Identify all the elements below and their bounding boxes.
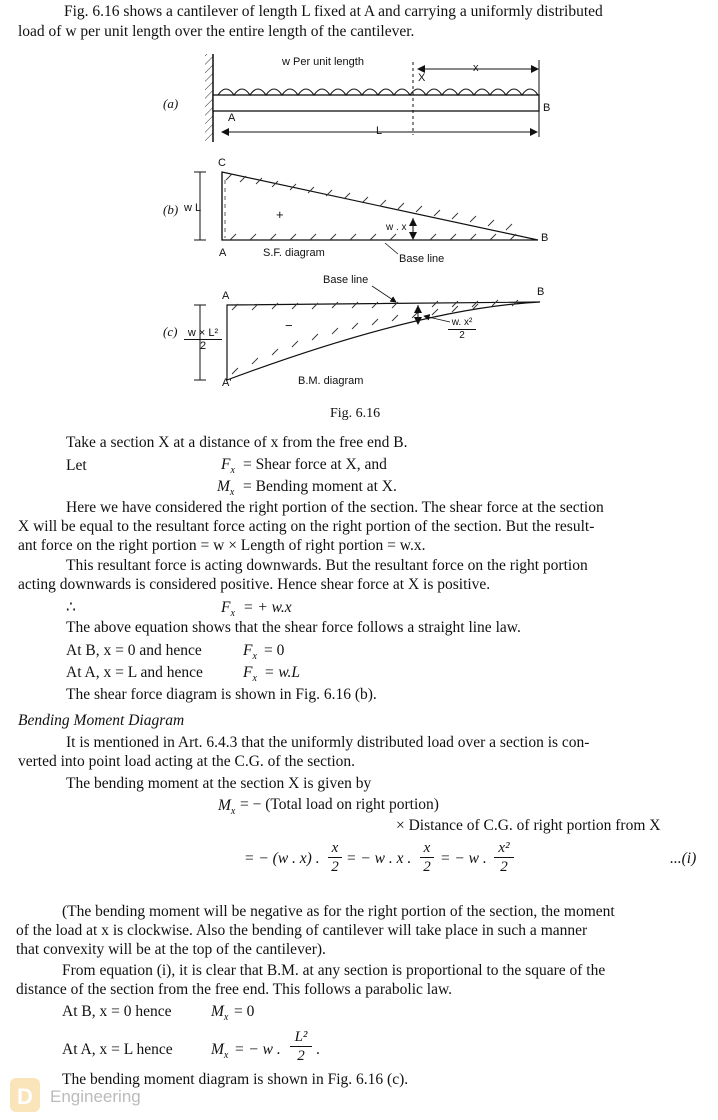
para-2-line-2: acting downwards is considered positive. Hence shear force at X is positive. bbox=[18, 576, 491, 593]
figure-a-cantilever bbox=[205, 54, 539, 142]
fig-b-wl-label: w L bbox=[184, 202, 202, 214]
therefore-symbol: ∴ bbox=[66, 599, 76, 616]
mx-definition: = Bending moment at X. bbox=[243, 478, 397, 495]
fig-a-point-b: B bbox=[543, 102, 551, 114]
fx-symbol-3: $F_x$ bbox=[243, 642, 257, 663]
bm-heading: Bending Moment Diagram bbox=[18, 712, 185, 729]
at-a-bm: At A, x = L hence bbox=[62, 1041, 173, 1058]
equation-i-part-c: = − w . bbox=[440, 850, 487, 867]
figure-caption: Fig. 6.16 bbox=[330, 406, 381, 421]
fig-b-wx-label: w . x bbox=[386, 222, 407, 233]
fx-symbol-1: $F_x$ bbox=[221, 456, 235, 477]
mx-equation-line-2: × Distance of C.G. of right portion from X bbox=[396, 817, 661, 834]
fig-c-minus-sign: − bbox=[285, 318, 293, 333]
fx-definition: = Shear force at X, and bbox=[243, 456, 387, 473]
para-3: The above equation shows that the shear force follows a straight line law. bbox=[66, 619, 521, 636]
fraction-l2-over-2: L² 2 bbox=[290, 1029, 312, 1064]
fig-b-point-b: B bbox=[541, 232, 549, 244]
at-b-sf: At B, x = 0 and hence bbox=[66, 642, 202, 659]
equation-i-part-b: = − w . x . bbox=[346, 850, 412, 867]
para-7-line-2: distance of the section from the free end. This follows a parabolic law. bbox=[16, 981, 453, 998]
bm-diagram-reference: The bending moment diagram is shown in Fig. 6.16 (c). bbox=[62, 1071, 409, 1088]
fig-c-lhs-denominator: 2 bbox=[184, 339, 222, 352]
figure-c-bm-diagram bbox=[194, 286, 540, 380]
fx-equation: = + w.x bbox=[243, 599, 292, 616]
section-x-intro: Take a section X at a distance of x from the free end B. bbox=[66, 434, 408, 451]
fig-a-point-a: A bbox=[228, 112, 236, 124]
figure-b-sf-diagram bbox=[194, 172, 538, 254]
equation-i-part-a: = − (w . x) . bbox=[244, 850, 320, 867]
fig-c-point-a-prime: A' bbox=[222, 377, 232, 389]
para-2-line-1: This resultant force is acting downwards. But the resultant force on the right portion bbox=[66, 557, 588, 574]
fig-a-section-x-label: X bbox=[418, 72, 426, 84]
at-b-bm-value: = 0 bbox=[234, 1003, 255, 1020]
fig-c-point-b: B bbox=[537, 286, 545, 298]
mx-symbol-3: $M_x$ bbox=[211, 1003, 229, 1024]
para-1-line-2: X will be equal to the resultant force acting on the right portion of the section. But the result- bbox=[18, 518, 595, 535]
let-word: Let bbox=[66, 457, 87, 474]
fraction-x-over-2-b: x 2 bbox=[420, 840, 434, 875]
fig-b-point-a: A bbox=[219, 247, 227, 259]
period: . bbox=[316, 1041, 320, 1058]
at-b-bm: At B, x = 0 hence bbox=[62, 1003, 172, 1020]
fig-b-plus-sign: + bbox=[276, 207, 284, 222]
fig-c-rhs-denominator: 2 bbox=[448, 329, 476, 342]
para-4-line-1: It is mentioned in Art. 6.4.3 that the uniformly distributed load over a section is con- bbox=[66, 734, 590, 751]
equation-number-i: ...(i) bbox=[670, 850, 697, 867]
fx-symbol-2: $F_x$ bbox=[221, 599, 235, 620]
fig-c-rhs-fraction bbox=[448, 317, 476, 342]
fig-a-tag: (a) bbox=[163, 96, 179, 111]
fig-b-tag: (b) bbox=[163, 202, 179, 217]
fig-c-tag: (c) bbox=[163, 324, 178, 339]
fig-c-caption: B.M. diagram bbox=[298, 375, 364, 387]
para-4-line-2: verted into point load acting at the C.G. of the section. bbox=[18, 753, 356, 770]
intro-line-2: load of w per unit length over the entire length of the cantilever. bbox=[18, 23, 415, 40]
intro-line-1: Fig. 6.16 shows a cantilever of length L fixed at A and carrying a uniformly distributed bbox=[64, 3, 603, 20]
at-a-sf-value: = w.L bbox=[264, 664, 301, 681]
fig-c-rhs-numerator: w. x² bbox=[451, 317, 473, 328]
sf-diagram-reference: The shear force diagram is shown in Fig. 6.16 (b). bbox=[66, 686, 377, 703]
fraction-x-over-2-a: x 2 bbox=[328, 840, 342, 875]
svg-text:D: D bbox=[17, 1084, 33, 1109]
fig-c-lhs-numerator: w × L² bbox=[187, 327, 219, 339]
fig-b-base-line-label: Base line bbox=[399, 253, 445, 265]
mx-symbol-2: $M_x$ bbox=[218, 797, 236, 818]
mx-equation-line-1: = − (Total load on right portion) bbox=[240, 796, 439, 813]
fig-b-caption: S.F. diagram bbox=[263, 247, 325, 259]
fig-a-length-label: L bbox=[376, 125, 383, 137]
fig-a-x-dim-label: x bbox=[473, 62, 479, 74]
fig-c-base-line-label: Base line bbox=[323, 274, 369, 286]
mx-symbol-1: $M_x$ bbox=[217, 478, 235, 499]
para-6-line-3: that convexity will be at the top of the cantilever). bbox=[16, 941, 326, 958]
at-b-sf-value: = 0 bbox=[264, 642, 285, 659]
fig-c-point-a: A bbox=[222, 290, 230, 302]
fraction-x2-over-2: x² 2 bbox=[494, 840, 514, 875]
para-1-line-3: ant force on the right portion = w × Length of right portion = w.x. bbox=[18, 537, 426, 554]
para-5: The bending moment at the section X is given by bbox=[66, 775, 372, 792]
mx-symbol-4: $M_x$ bbox=[211, 1041, 229, 1062]
at-a-bm-value: = − w . bbox=[234, 1041, 281, 1058]
para-1-line-1: Here we have considered the right portion of the section. The shear force at the section bbox=[66, 499, 604, 516]
fig-a-load-label: w Per unit length bbox=[282, 56, 364, 68]
para-6-line-2: of the load at x is clockwise. Also the bending of cantilever will take place in such a manner bbox=[16, 922, 588, 939]
at-a-sf: At A, x = L and hence bbox=[66, 664, 203, 681]
fx-symbol-4: $F_x$ bbox=[243, 664, 257, 685]
fig-c-lhs-fraction bbox=[184, 327, 222, 352]
fig-b-point-c: C bbox=[218, 157, 226, 169]
para-6-line-1: (The bending moment will be negative as for the right portion of the section, the moment bbox=[62, 903, 615, 920]
para-7-line-1: From equation (i), it is clear that B.M. at any section is proportional to the square of the bbox=[62, 962, 606, 979]
watermark-text: Engineering bbox=[50, 1087, 141, 1106]
